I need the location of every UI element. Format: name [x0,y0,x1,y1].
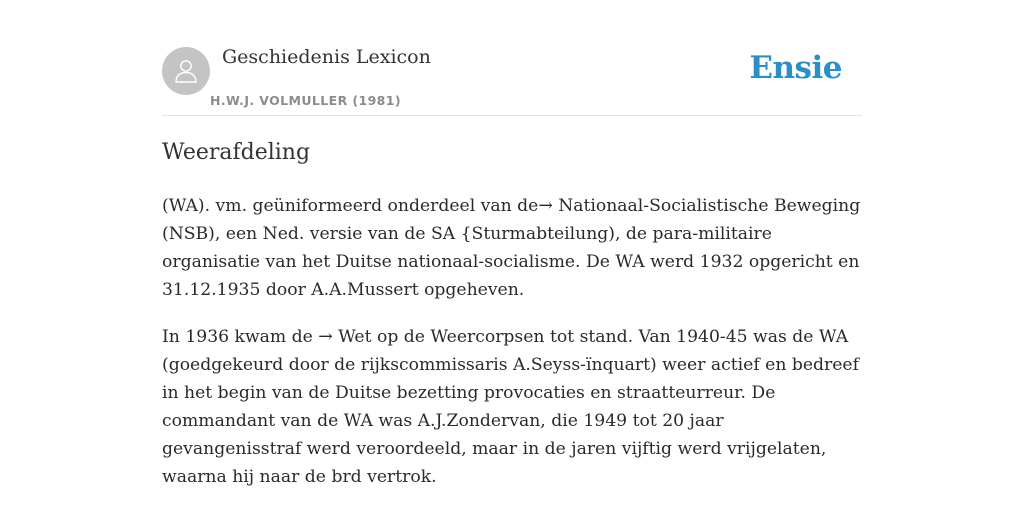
entry-body [162,192,866,510]
lexicon-title-link[interactable]: Geschiedenis Lexicon [222,46,431,68]
user-silhouette-icon [171,56,201,86]
ensie-logo[interactable]: Ensie [749,50,842,86]
entry-paragraph: (WA). vm. geüniformeerd onderdeel van de→ Nationaal-Socialistische Beweging (NSB), een Ned. versie van de SA {Sturmabteilung), de para-militaire organisatie van het Duitse nationaal-socialisme. De WA werd 1932 opgericht en 31.12.1935 door A.A.Mussert opgeheven. [162,196,861,300]
entry-title: Weerafdeling [162,140,311,165]
entry-paragraph: In 1936 kwam de → Wet op de Weercorpsen tot stand. Van 1940-45 was de WA (goedgekeurd door de rijkscommissaris A.Seyss-ïnquart) weer actief en bedreef in het begin van de Duitse bezetting provocaties en straatteurreur. De commandant van de WA was A.J.Zondervan, die 1949 tot 20 jaar gevangenisstraf werd veroordeeld, maar in de jaren vijftig werd vrijgelaten, waarna hij naar de brd vertrok. [162,327,859,487]
author-link[interactable]: H.W.J. VOLMULLER (1981) [210,93,401,108]
entry-card [162,0,862,487]
user-avatar-icon[interactable] [162,47,210,95]
entry-header [162,0,862,116]
